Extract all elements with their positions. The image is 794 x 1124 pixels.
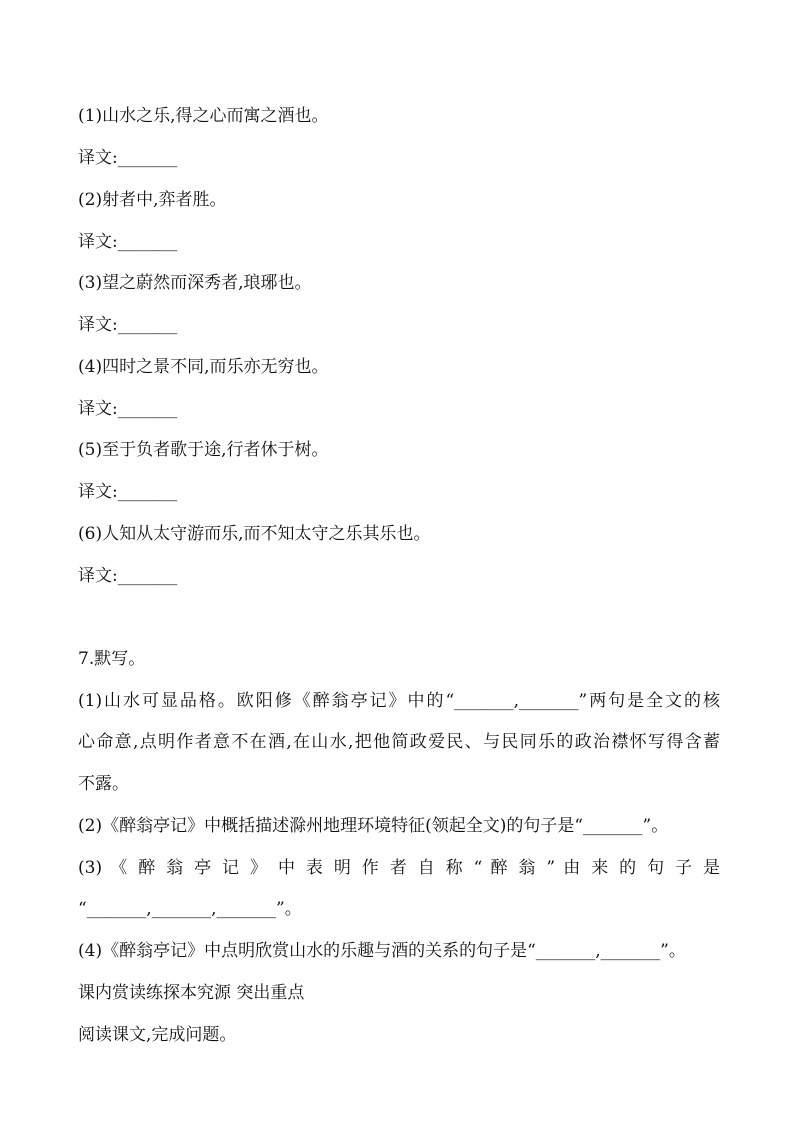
dictation-q3-line-2: “_______,_______,_______”。 [78,899,302,919]
dictation-q3-line-1: (3) 《 醉 翁 亭 记 》 中 表 明 作 者 自 称 “ 醉 翁 ” 由 来 的 句 子 是 [78,858,720,878]
dictation-q1-line-2: 心命意,点明作者意不在酒,在山水,把他简政爱民、与民同乐的政治襟怀写得含蓄 [78,732,720,752]
translation-answer-1: 译文:_______ [78,148,178,168]
translation-sentence-2: (2)射者中,弈者胜。 [78,190,227,210]
translation-sentence-6: (6)人知从太守游而乐,而不知太守之乐其乐也。 [78,524,431,544]
translation-answer-6: 译文:_______ [78,566,178,586]
section-7-title: 7.默写。 [78,649,146,669]
dictation-q1-line-3: 不露。 [78,774,129,794]
translation-answer-2: 译文:_______ [78,232,178,252]
translation-sentence-3: (3)望之蔚然而深秀者,琅琊也。 [78,273,312,293]
dictation-q4: (4)《醉翁亭记》中点明欣赏山水的乐趣与酒的关系的句子是“_______,_______”。 [78,941,686,961]
reading-instruction: 阅读课文,完成问题。 [78,1025,237,1045]
translation-answer-5: 译文:_______ [78,482,178,502]
translation-sentence-1: (1)山水之乐,得之心而寓之酒也。 [78,106,329,126]
dictation-q1-line-1: (1)山水可显品格。欧阳修《醉翁亭记》中的“_______,_______”两句是全文的核 [78,691,720,711]
translation-answer-4: 译文:_______ [78,399,178,419]
translation-sentence-5: (5)至于负者歌于途,行者休于树。 [78,440,329,460]
reading-heading: 课内赏读练探本究源 突出重点 [78,983,305,1003]
translation-answer-3: 译文:_______ [78,315,178,335]
translation-sentence-4: (4)四时之景不同,而乐亦无穷也。 [78,357,329,377]
dictation-q2: (2)《醉翁亭记》中概括描述滁州地理环境特征(领起全文)的句子是“_______”。 [78,816,669,836]
